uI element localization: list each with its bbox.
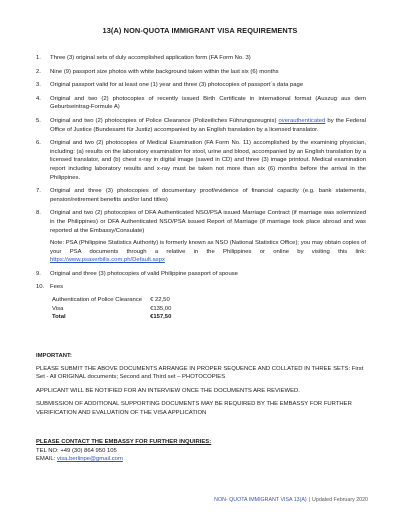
contact-tel: TEL NO: +49 (30) 864 950 105 xyxy=(36,447,117,454)
requirement-item xyxy=(36,81,366,90)
requirement-item xyxy=(36,283,366,321)
fee-value: €157,50 xyxy=(150,314,172,321)
item-text-post: by the Federal Office of Justice (Bundesamt für Justiz) accompanied by an English translation by a licensed translator. xyxy=(50,117,366,133)
item-text: Fees xyxy=(50,284,64,291)
page-footer xyxy=(214,497,368,503)
item-text: Three (3) original sets of duly accomplished application form (FA Form No. 3) xyxy=(50,55,251,61)
requirement-item xyxy=(36,117,366,134)
psa-note xyxy=(50,239,366,265)
requirement-item xyxy=(36,187,366,204)
fee-total-row xyxy=(52,313,171,322)
item-number: 8. xyxy=(36,210,41,217)
contact-email-line xyxy=(36,455,366,464)
requirement-item xyxy=(36,139,366,182)
contact-heading: PLEASE CONTACT THE EMBASSY FOR FURTHER INQUIRIES: xyxy=(36,439,212,445)
item-number: 9. xyxy=(36,270,41,277)
item-text: Original and three (3) photocopies of documentary proof/evidence of financial capacity (e.g. bank statements, pension/retirement benefits and/or land titles) xyxy=(50,188,366,203)
item-text: Original and three (3) photocopies of valid Philippine passport of spouse xyxy=(50,270,238,277)
email-label: EMAIL: xyxy=(36,456,57,463)
fees-table xyxy=(52,296,171,322)
psa-link[interactable]: https://www.psaserbilis.com.ph/Default.aspx xyxy=(50,257,165,264)
item-text: Original and two (2) photocopies of recently issued Birth Certificate in international format (Auszug aus dem Geburtseintrag-Formule A) xyxy=(50,95,366,111)
item-number: 10. xyxy=(36,284,45,291)
item-number: 2. xyxy=(36,68,41,75)
overauthenticated-link[interactable]: overauthenticated xyxy=(278,117,326,124)
fee-value: € 22,50 xyxy=(150,297,170,304)
contact-section xyxy=(36,438,366,464)
footer-doc-title: NON- QUOTA IMMIGRANT VISA 13(A) xyxy=(214,497,307,503)
requirement-item xyxy=(36,209,366,265)
note-text: Note: PSA (Philippine Statistics Authority) is formerly known as NSO (National Statistics Office); you may obtain copies of your PSA documents through a relative in the Philippines or online by visiting this link: xyxy=(50,240,366,255)
email-link[interactable]: visa.berlinpe@gmail.com xyxy=(56,456,123,463)
fee-label: Authentication of Police Clearance xyxy=(52,297,143,304)
item-number: 7. xyxy=(36,188,41,195)
item-number: 4. xyxy=(36,95,41,102)
requirement-item xyxy=(36,270,366,279)
important-heading: IMPORTANT: xyxy=(36,353,72,359)
fee-row xyxy=(52,296,171,305)
requirements-list xyxy=(36,54,366,327)
requirement-item xyxy=(36,95,366,112)
item-number: 1. xyxy=(36,55,41,61)
fee-label: Visa xyxy=(52,305,64,312)
item-number: 5. xyxy=(36,117,41,124)
page-title: 13(A) NON-QUOTA IMMIGRANT VISA REQUIREMENTS xyxy=(102,26,298,35)
fee-value: €135,00 xyxy=(150,305,172,312)
item-number: 6. xyxy=(36,140,41,147)
item-number: 3. xyxy=(36,82,41,89)
footer-updated: Updated February 2020 xyxy=(312,497,368,503)
requirement-item xyxy=(36,68,366,77)
item-text-pre: Original and two (2) photocopies of Police Clearance (Polizeiliches Führungszeugnis) xyxy=(50,117,279,124)
fee-label: Total xyxy=(52,314,66,321)
item-text: Original and two (2) photocopies of Medical Examination (FA Form No. 11) accomplished by the examining physician, including: (a) results on the laboratory examination for stool, urine and blood, accompanied by an English translation by a licensed translator, and (b) chest x-ray in digital image (saved in CD) and three (3) image printout. Medical examination report including laboratory results and x-ray must be taken not more than six (6) months before the arrival in the Philippines. xyxy=(50,140,366,181)
item-text: Nine (9) passport size photos with white background taken within the last six (6) months xyxy=(50,68,279,75)
item-text: Original passport valid for at least one (1) year and three (3) photocopies of passport´s data page xyxy=(50,82,304,89)
important-paragraph: APPLICANT WILL BE NOTIFIED FOR AN INTERVIEW ONCE THE DOCUMENTS ARE REVIEWED. xyxy=(36,387,300,394)
item-text: Original and two (2) photocopies of DFA Authenticated NSO/PSA issued Marriage Contract (if marriage was solemnized in the Philippines) or DFA Authenticated NSO/PSA issued Report of Marriage (if marriage took place abroad and was reported at the Embassy/Consulate) xyxy=(50,210,366,234)
requirement-item xyxy=(36,54,366,63)
important-paragraph: SUBMISSION OF ADDITIONAL SUPPORTING DOCUMENTS MAY BE REQUIRED BY THE EMBASSY FOR FURTHER VERIFICATION AND EVALUATION OF THE VISA APPLICATION xyxy=(36,401,352,416)
important-section xyxy=(36,352,366,423)
fee-row xyxy=(52,305,171,314)
important-paragraph: PLEASE SUBMIT THE ABOVE DOCUMENTS ARRANGE IN PROPER SEQUENCE AND COLLATED IN THREE SETS: First Set - All ORIGINAL documents; Second and Third set – PHOTOCOPIES xyxy=(36,365,364,381)
footer-separator: | xyxy=(308,497,311,503)
